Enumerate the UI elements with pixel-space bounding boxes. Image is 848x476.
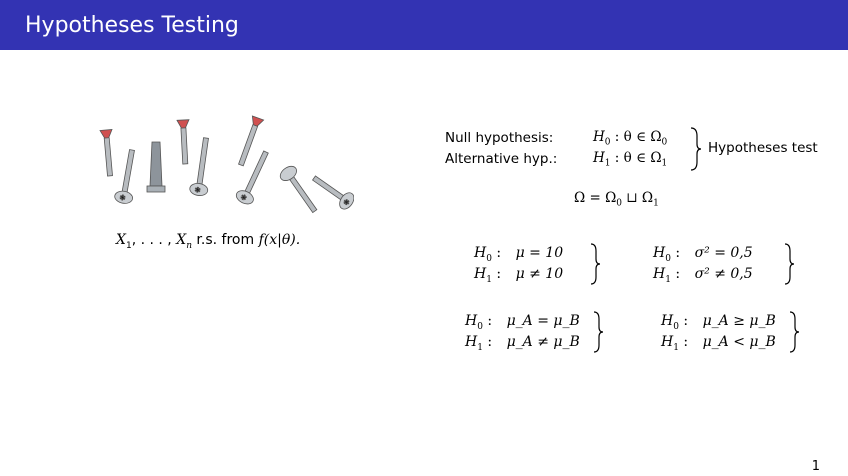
screws-image xyxy=(88,98,354,222)
svg-text:✱: ✱ xyxy=(194,185,202,195)
example-1-brace xyxy=(589,242,601,286)
page-number: 1 xyxy=(811,459,820,474)
example-2-brace xyxy=(783,242,795,286)
title-bar xyxy=(0,0,848,50)
example-3-h1: $H_1$ : μ_A ≠ μ_B xyxy=(465,334,580,353)
svg-text:✱: ✱ xyxy=(239,192,248,203)
density-expression: f(x|θ). xyxy=(258,232,301,248)
sample-caption xyxy=(116,232,300,251)
caption-text: r.s. from xyxy=(191,232,259,248)
example-2-h0: $H_0$ : σ² = 0,5 xyxy=(653,245,753,264)
slide-title: Hypotheses Testing xyxy=(25,13,239,38)
example-1-h1: $H_1$ : μ ≠ 10 xyxy=(474,266,564,285)
example-3-h0: $H_0$ : μ_A = μ_B xyxy=(465,313,580,332)
hypotheses-test-label: Hypotheses test xyxy=(708,140,818,156)
svg-text:✱: ✱ xyxy=(118,193,127,203)
right-brace xyxy=(689,126,703,172)
partition-equation: $\Omega = \Omega_0$ ⊔ $\Omega_1$ xyxy=(574,190,659,209)
null-hypothesis-label: Null hypothesis: xyxy=(445,130,554,146)
sample-variable: X xyxy=(176,232,187,248)
null-hypothesis-expression: $H_0$ : θ ∈ $\Omega_0$ xyxy=(593,129,668,148)
subscript: 1 xyxy=(125,240,132,251)
example-1-h0: $H_0$ : μ = 10 xyxy=(474,245,564,264)
alternative-hypothesis-expression: $H_1$ : θ ∈ $\Omega_1$ xyxy=(593,150,668,169)
svg-text:✱: ✱ xyxy=(342,197,352,208)
sample-variable: X xyxy=(116,232,126,248)
ellipsis: , . . . , xyxy=(131,232,177,248)
alternative-hypothesis-label: Alternative hyp.: xyxy=(445,151,558,167)
example-4-h1: $H_1$ : μ_A < μ_B xyxy=(661,334,776,353)
example-3-brace xyxy=(592,310,604,354)
subscript: n xyxy=(186,240,192,251)
example-4-brace xyxy=(788,310,800,354)
example-2-h1: $H_1$ : σ² ≠ 0,5 xyxy=(653,266,753,285)
example-4-h0: $H_0$ : μ_A ≥ μ_B xyxy=(661,313,776,332)
